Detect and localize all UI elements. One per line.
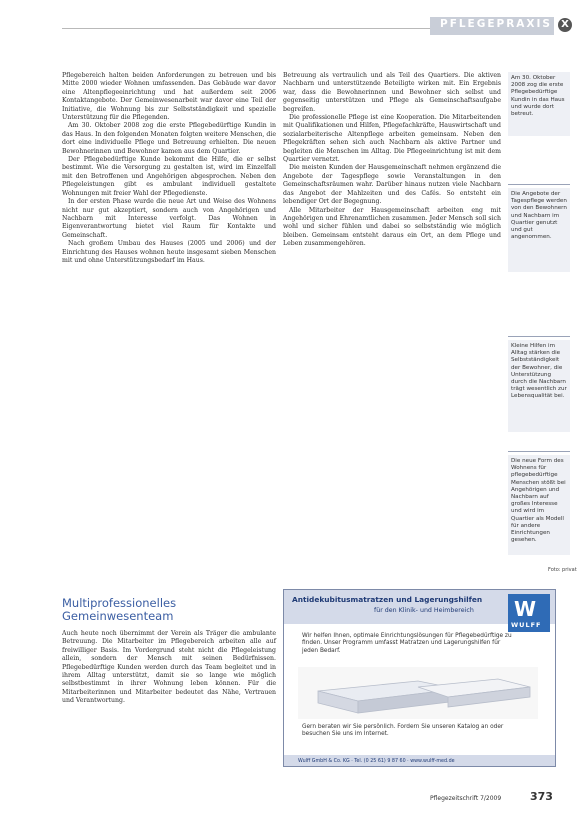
page-number: 373 — [530, 790, 553, 803]
ad-subheadline: für den Klinik- und Heimbereich — [374, 607, 474, 614]
section-title: Multiprofessionelles Gemeinwesenteam — [62, 596, 177, 623]
margin-note: Kleine Hilfen im Alltag stärken die Selbstständigkeit der Bewohner, die Unterstützung durch die Nachbarn trägt wesentlich zur Lebensqualität bei. — [508, 340, 570, 432]
wulff-logo-text: WULFF — [511, 621, 542, 629]
margin-note: Die neue Form des Wohnens für pflegebedürftige Menschen stößt bei Angehörigen und Nachbarn auf großes Interesse und wird im Quartier als Modell für andere Einrichtungen gesehen. — [508, 455, 570, 555]
mattress-product-image — [298, 667, 538, 719]
wulff-logo-mark: W — [514, 597, 535, 621]
ad-footer-text: Gern beraten wir Sie persönlich. Fordern Sie unseren Katalog an oder besuchen Sie uns im Internet. — [302, 724, 504, 738]
wulff-logo — [508, 594, 550, 632]
margin-divider — [508, 336, 570, 337]
journal-source: Pflegezeitschrift 7/2009 — [430, 795, 502, 802]
mattress-illustration — [298, 667, 538, 719]
advertisement[interactable] — [283, 589, 556, 767]
paragraph: Die meisten Kunden der Hausgemeinschaft nehmen ergänzend die Angebote der Tagespflege sowie Veranstaltungen in den Gemeinschaftsräumen wahr. Darüber hinaus nutzen viele Nachbarn das Angebot der Mahlzeiten und des Cafés. So entsteht ein lebendiger Ort der Begegnung. — [283, 164, 501, 206]
body-column-bottom — [62, 630, 276, 706]
paragraph: Die professionelle Pflege ist eine Kooperation. Die Mitarbeitenden mit Qualifikationen und Hilfen, Pflegefachkräfte, Hauswirtschaft und sozialarbeiterische Altenpflege arbeiten gemeinsam. Neben den Pflegekräften sehen sich auch Nachbarn als aktive Partner und begleiten die Menschen im Alltag. Die Pflegeeinrichtung ist mit dem Quartier vernetzt. — [283, 114, 501, 164]
paragraph: In der ersten Phase wurde die neue Art und Weise des Wohnens nicht nur gut akzeptiert, sondern auch von Angehörigen und Nachbarn mit Interesse verfolgt. Das Wohnen in Eigenverantwortung bietet viel Raum für Kontakte und Gemeinschaft. — [62, 198, 276, 239]
ad-contact-text[interactable]: Wulff GmbH & Co. KG · Tel. (0 25 61) 9 87 60 · www.wulff-med.de — [298, 759, 455, 764]
margin-note: Die Angebote der Tagespflege werden von den Bewohnern und Nachbarn im Quartier genutzt und gut angenommen. — [508, 188, 570, 272]
photo-credit: Foto: privat — [548, 567, 577, 573]
section-header: PFLEGEPRAXIS — [440, 18, 552, 30]
margin-divider — [508, 451, 570, 452]
paragraph: Alle Mitarbeiter der Hausgemeinschaft arbeiten eng mit Angehörigen und Ehrenamtlichen zusammen. Jeder Mensch soll sich wohl und sicher fühlen und dabei so selbstständig wie möglich bleiben. Gemeinsam entsteht daraus ein Ort, an dem Pflege und Leben zusammengehören. — [283, 206, 501, 248]
margin-note: Am 30. Oktober 2008 zog die erste Pflegebedürftige Kundin in das Haus und wurde dort betreut. — [508, 72, 570, 136]
body-column-right — [283, 72, 501, 249]
paragraph: Auch heute noch übernimmt der Verein als Träger die ambulante Betreuung. Die Mitarbeiter im Pflegebereich arbeiten alle auf freiwilliger Basis. Im Vordergrund steht nicht die Pflegeleistung allein, sondern der Mensch mit seinen Bedürfnissen. Pflegebedürftige Kunden werden durch das Team begleitet und in ihrem Alltag unterstützt, damit sie so lange wie möglich selbstbestimmt in ihrer Wohnung leben können. Für die Mitarbeiterinnen und Mitarbeiter bedeutet das Nähe, Vertrauen und Verantwortung. — [62, 630, 276, 705]
ad-intro-text: Wir helfen Ihnen, optimale Einrichtungslösungen für Pflegebedürftige zu finden. Unser Programm umfasst Matratzen und Lagerungshilfen für jeden Bedarf. — [302, 633, 512, 654]
paragraph: Betreuung als vertraulich und als Teil des Quartiers. Die aktiven Nachbarn und unterstützende Beteiligte wirken mit. Ein Ergebnis war, dass die Bewohnerinnen und Bewohner sich selbst und gegenseitig unterstützen und Pflege als Gemeinschaftsaufgabe begreifen. — [283, 72, 501, 113]
body-column-left — [62, 72, 276, 265]
margin-divider — [508, 184, 570, 185]
paragraph: Der Pflegebedürftige Kunde bekommt die Hilfe, die er selbst bestimmt. Wie die Versorgung zu gestalten ist, wird im Einzelfall mit den Betroffenen und Angehörigen abgesprochen. Neben den Pflegeleistungen gibt es ambulant individuell gestaltete Wohnungen mit freier Wahl der Pflegedienste. — [62, 156, 276, 197]
section-badge-icon: X — [558, 18, 572, 32]
paragraph: Pflegebereich halten beiden Anforderungen zu betreuen und bis Mitte 2000 wieder Wohnen umfassenden. Das Gebäude war davor eine Altenpflegeeinrichtung und hat außerdem seit 2006 Kontaktangebote. Der Gemeinwesenarbeit war davor eine Teil der Initiative, die Wohnung bis zur Selbstständigkeit und spezielle Unterstützung für die Pflegenden. — [62, 72, 276, 122]
paragraph: Nach großem Umbau des Hauses (2005 und 2006) und der Einrichtung des Hauses wohnen heute insgesamt sieben Menschen mit und ohne Unterstützungsbedarf im Haus. — [62, 240, 276, 264]
ad-headline: Antidekubitusmatratzen und Lagerungshilfen — [292, 595, 483, 604]
paragraph: Am 30. Oktober 2008 zog die erste Pflegebedürftige Kundin in das Haus. In den folgenden Monaten folgten weitere Menschen, die dort eine individuelle Pflege und Betreuung erhielten. Die neuen Bewohnerinnen und Bewohner kamen aus dem Quartier. — [62, 122, 276, 155]
